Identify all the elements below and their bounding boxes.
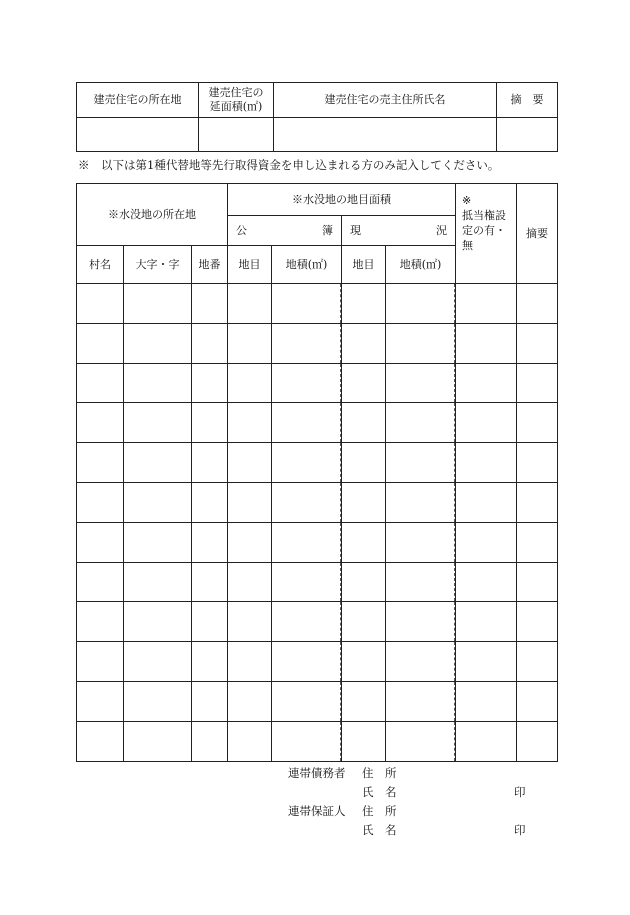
table-cell[interactable] — [124, 323, 192, 363]
mortgage-line-4: 無 — [462, 238, 474, 252]
table-cell[interactable] — [272, 403, 342, 443]
table-cell[interactable] — [342, 642, 386, 682]
table-cell[interactable] — [456, 443, 517, 483]
submerged-land-table — [76, 183, 558, 762]
table-cell[interactable] — [342, 284, 386, 324]
table-row — [77, 323, 558, 363]
registry-category-header: 地目 — [228, 246, 272, 284]
table-cell[interactable] — [228, 443, 272, 483]
table-cell[interactable] — [342, 522, 386, 562]
table-cell[interactable] — [517, 363, 558, 403]
table-cell[interactable] — [386, 602, 456, 642]
house-remarks-input[interactable] — [497, 118, 558, 152]
table-cell[interactable] — [272, 363, 342, 403]
table-cell[interactable] — [77, 363, 124, 403]
table-cell[interactable] — [456, 681, 517, 721]
table-cell[interactable] — [342, 602, 386, 642]
table-cell[interactable] — [228, 363, 272, 403]
table-cell[interactable] — [192, 721, 228, 761]
joint-guarantor-name-label: 氏 名 — [362, 823, 397, 837]
aza-header: 大字・字 — [124, 246, 192, 284]
table-row — [77, 602, 558, 642]
table-cell[interactable] — [124, 602, 192, 642]
village-header: 村名 — [77, 246, 124, 284]
joint-guarantor-address-label: 住 所 — [362, 804, 397, 818]
table-cell[interactable] — [192, 403, 228, 443]
joint-debtor-address-label: 住 所 — [362, 766, 397, 780]
table-cell[interactable] — [386, 363, 456, 403]
table-cell[interactable] — [228, 482, 272, 522]
table-cell[interactable] — [517, 602, 558, 642]
table-cell[interactable] — [77, 681, 124, 721]
mortgage-line-2: 抵当権設 — [462, 208, 507, 222]
applicant-note: ※ 以下は第1種代替地等先行取得資金を申し込まれる方のみ記入してください。 — [78, 158, 500, 172]
table-cell[interactable] — [228, 642, 272, 682]
submerged-area-header: ※水没地の地目面積 — [228, 184, 456, 216]
table-cell[interactable] — [124, 482, 192, 522]
table-row — [77, 681, 558, 721]
actual-category-header: 地目 — [342, 246, 386, 284]
table-row — [77, 562, 558, 602]
table-cell[interactable] — [124, 284, 192, 324]
mortgage-header — [456, 184, 517, 284]
table-cell[interactable] — [456, 522, 517, 562]
registry-header — [228, 216, 342, 246]
house-floor-area-line2: 延面積(㎡) — [209, 100, 263, 113]
table-cell[interactable] — [386, 522, 456, 562]
table-row — [77, 721, 558, 761]
table-cell[interactable] — [192, 681, 228, 721]
table-cell[interactable] — [192, 284, 228, 324]
table-cell[interactable] — [192, 602, 228, 642]
table-cell[interactable] — [517, 522, 558, 562]
table-cell[interactable] — [77, 602, 124, 642]
table-cell[interactable] — [456, 284, 517, 324]
house-seller-header: 建売住宅の売主住所氏名 — [274, 83, 497, 118]
table-cell[interactable] — [517, 323, 558, 363]
table-cell[interactable] — [124, 522, 192, 562]
table-cell[interactable] — [517, 403, 558, 443]
table-cell[interactable] — [517, 482, 558, 522]
table-cell[interactable] — [386, 642, 456, 682]
table-cell[interactable] — [192, 562, 228, 602]
actual-area-header: 地積(㎡) — [386, 246, 456, 284]
table-cell[interactable] — [386, 482, 456, 522]
table-cell[interactable] — [517, 681, 558, 721]
table-cell[interactable] — [517, 443, 558, 483]
table-cell[interactable] — [456, 602, 517, 642]
table-cell[interactable] — [192, 522, 228, 562]
table-cell[interactable] — [272, 482, 342, 522]
table-cell[interactable] — [342, 721, 386, 761]
table-cell[interactable] — [456, 323, 517, 363]
table-cell[interactable] — [456, 363, 517, 403]
table-cell[interactable] — [342, 403, 386, 443]
registry-area-header: 地積(㎡) — [272, 246, 342, 284]
table-cell[interactable] — [342, 562, 386, 602]
table-cell[interactable] — [272, 721, 342, 761]
table-cell[interactable] — [386, 443, 456, 483]
remarks-char-2: 要 — [532, 93, 544, 107]
joint-debtor-name-label: 氏 名 — [362, 785, 397, 799]
table-cell[interactable] — [124, 562, 192, 602]
table-cell[interactable] — [272, 284, 342, 324]
table-cell[interactable] — [77, 323, 124, 363]
table-cell[interactable] — [228, 403, 272, 443]
table-cell[interactable] — [456, 403, 517, 443]
table-cell[interactable] — [228, 522, 272, 562]
table-cell[interactable] — [342, 443, 386, 483]
table-row — [77, 443, 558, 483]
table-cell[interactable] — [517, 642, 558, 682]
table-cell[interactable] — [517, 562, 558, 602]
joint-debtor-seal: 印 — [514, 785, 526, 799]
table-row — [77, 363, 558, 403]
table-row — [77, 482, 558, 522]
joint-guarantor-label: 連帯保証人 — [288, 804, 346, 818]
table-cell[interactable] — [386, 562, 456, 602]
table-cell[interactable] — [228, 721, 272, 761]
table-cell[interactable] — [386, 284, 456, 324]
table-cell[interactable] — [77, 642, 124, 682]
table-cell[interactable] — [77, 284, 124, 324]
table-cell[interactable] — [456, 721, 517, 761]
table-cell[interactable] — [192, 363, 228, 403]
table-cell[interactable] — [77, 721, 124, 761]
table-cell[interactable] — [272, 642, 342, 682]
table-cell[interactable] — [342, 482, 386, 522]
table-cell[interactable] — [386, 721, 456, 761]
table-cell[interactable] — [386, 403, 456, 443]
mortgage-line-1: ※ — [462, 194, 472, 207]
table-row — [77, 522, 558, 562]
house-location-input[interactable] — [77, 118, 199, 152]
table-cell[interactable] — [517, 721, 558, 761]
table-cell[interactable] — [386, 681, 456, 721]
table-cell[interactable] — [228, 562, 272, 602]
registry-char-2: 簿 — [322, 223, 334, 237]
table-cell[interactable] — [228, 602, 272, 642]
table-cell[interactable] — [124, 721, 192, 761]
lot-number-header: 地番 — [192, 246, 228, 284]
table-cell[interactable] — [272, 443, 342, 483]
submerged-location-header: ※水没地の所在地 — [77, 184, 228, 246]
table-cell[interactable] — [272, 681, 342, 721]
table-cell[interactable] — [124, 642, 192, 682]
table-cell[interactable] — [77, 562, 124, 602]
remarks-char-1: 摘 — [510, 93, 522, 107]
table-cell[interactable] — [124, 403, 192, 443]
house-seller-input[interactable] — [274, 118, 497, 152]
table-row — [77, 284, 558, 324]
table-cell[interactable] — [342, 323, 386, 363]
table-cell[interactable] — [124, 681, 192, 721]
table-cell[interactable] — [272, 562, 342, 602]
table-cell[interactable] — [192, 323, 228, 363]
table-cell[interactable] — [342, 681, 386, 721]
actual-char-2: 況 — [436, 223, 448, 237]
table-cell[interactable] — [77, 443, 124, 483]
table-cell[interactable] — [124, 363, 192, 403]
house-floor-area-header — [199, 83, 274, 118]
table-cell[interactable] — [272, 602, 342, 642]
table-cell[interactable] — [228, 681, 272, 721]
table-cell[interactable] — [192, 443, 228, 483]
table-cell[interactable] — [517, 284, 558, 324]
actual-header — [342, 216, 456, 246]
table-cell[interactable] — [228, 284, 272, 324]
table-cell[interactable] — [77, 482, 124, 522]
table-row — [77, 403, 558, 443]
table-cell[interactable] — [456, 642, 517, 682]
table-cell[interactable] — [456, 562, 517, 602]
registry-char-1: 公 — [236, 223, 248, 237]
house-floor-area-line1: 建売住宅の — [208, 86, 264, 100]
house-remarks-header — [497, 83, 558, 118]
table-cell[interactable] — [124, 443, 192, 483]
table-cell[interactable] — [77, 403, 124, 443]
table-cell[interactable] — [272, 323, 342, 363]
table-cell[interactable] — [272, 522, 342, 562]
table-cell[interactable] — [456, 482, 517, 522]
joint-guarantor-seal: 印 — [514, 823, 526, 837]
table-cell[interactable] — [77, 522, 124, 562]
main-remarks-header: 摘要 — [517, 184, 558, 284]
construction-house-table — [76, 82, 558, 152]
table-cell[interactable] — [192, 642, 228, 682]
table-cell[interactable] — [386, 323, 456, 363]
house-location-header: 建売住宅の所在地 — [77, 83, 199, 118]
table-cell[interactable] — [228, 323, 272, 363]
table-row — [77, 642, 558, 682]
joint-debtor-label: 連帯債務者 — [288, 766, 346, 780]
table-cell[interactable] — [192, 482, 228, 522]
mortgage-line-3: 定の有・ — [462, 223, 507, 237]
house-floor-area-input[interactable] — [199, 118, 274, 152]
table-cell[interactable] — [342, 363, 386, 403]
actual-char-1: 現 — [350, 223, 362, 237]
